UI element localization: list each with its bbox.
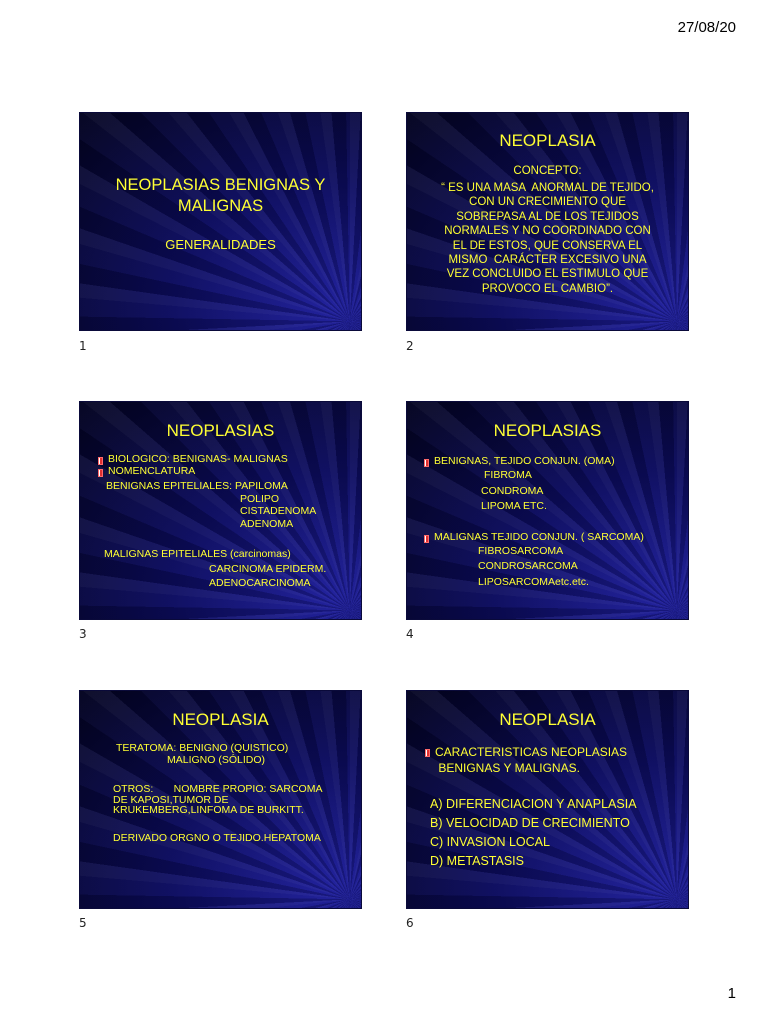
characteristic-item: A) DIFERENCIACION Y ANAPLASIA [430, 797, 637, 811]
characteristics-bullet: CARACTERISTICAS NEOPLASIAS BENIGNAS Y MALIGNAS. [435, 745, 628, 775]
bullet-biologico: BIOLOGICO: BENIGNAS- MALIGNAS [108, 453, 288, 465]
slide-number: 3 [79, 627, 87, 641]
slide-subtitle: GENERALIDADES [165, 237, 276, 252]
page-number: 1 [727, 985, 736, 1002]
teratoma-text: TERATOMA: BENIGNO (QUISTICO) [116, 742, 289, 754]
slide-title: NEOPLASIAS [493, 421, 602, 440]
slide-3 [79, 401, 362, 620]
benign-item: CONDROMA [481, 485, 544, 497]
slide-number: 2 [406, 339, 414, 353]
bullet-nomenclatura: NOMENCLATURA [108, 465, 196, 477]
otros-text: OTROS: NOMBRE PROPIO: SARCOMA DE KAPOSI,TUMOR DE KRUKEMBERG,LINFOMA DE BURKITT. [113, 783, 323, 817]
benign-item: FIBROMA [484, 469, 532, 481]
malignant-epithelial-items: CARCINOMA EPIDERM. ADENOCARCINOMA [209, 563, 327, 589]
slide-title: NEOPLASIA [499, 710, 596, 729]
slide-number: 6 [406, 916, 414, 930]
malignant-item: FIBROSARCOMA [478, 545, 564, 557]
benign-item: LIPOMA ETC. [481, 500, 547, 512]
slide-number: 1 [79, 339, 87, 353]
characteristic-item: B) VELOCIDAD DE CRECIMIENTO [430, 816, 630, 830]
benign-connective-bullet: BENIGNAS, TEJIDO CONJUN. (OMA) [434, 455, 615, 467]
bullet-icon [424, 459, 429, 467]
slide-title: NEOPLASIAS [166, 421, 275, 440]
characteristic-item: C) INVASION LOCAL [430, 835, 550, 849]
slide-number: 4 [406, 627, 414, 641]
derivado-text: DERIVADO ORGNO O TEJIDO.HEPATOMA [113, 832, 321, 844]
bullet-icon [98, 469, 103, 477]
concept-text: “ ES UNA MASA ANORMAL DE TEJIDO, CON UN CRECIMIENTO QUE SOBREPASA AL DE LOS TEJIDOS NORMALES Y NO COORDINADO CON EL DE ESTOS, QUE CONSERVA EL MISMO CARÁCTER EXCESIVO UNA VEZ CONCLUIDO EL ESTIMULO QUE PROVOCO EL CAMBIO”. [441, 182, 654, 295]
malignant-item: CONDROSARCOMA [478, 560, 578, 572]
slide-6 [406, 690, 689, 909]
slide-number: 5 [79, 916, 87, 930]
slide-2 [406, 112, 689, 331]
malignant-item: LIPOSARCOMAetc.etc. [478, 576, 589, 588]
benign-epithelial-label: BENIGNAS EPITELIALES: PAPILOMA [106, 480, 288, 492]
teratoma-malignant: MALIGNO (SÓLIDO) [167, 754, 266, 766]
slide-1 [79, 112, 362, 331]
bullet-icon [98, 457, 103, 465]
slide-5 [79, 690, 362, 909]
characteristic-item: D) METASTASIS [430, 854, 524, 868]
slide-title: NEOPLASIA [499, 131, 596, 150]
benign-epithelial-items: POLIPO CISTADENOMA ADENOMA [240, 493, 317, 530]
slide-title: NEOPLASIAS BENIGNAS Y MALIGNAS [115, 176, 326, 216]
bullet-icon [425, 749, 430, 757]
concept-label: CONCEPTO: [513, 165, 582, 177]
slide-title: NEOPLASIA [172, 710, 269, 729]
malignant-epithelial-label: MALIGNAS EPITELIALES (carcinomas) [104, 548, 291, 560]
malignant-connective-bullet: MALIGNAS TEJIDO CONJUN. ( SARCOMA) [434, 531, 644, 543]
slide-4 [406, 401, 689, 620]
bullet-icon [424, 535, 429, 543]
page-date: 27/08/20 [677, 19, 736, 36]
